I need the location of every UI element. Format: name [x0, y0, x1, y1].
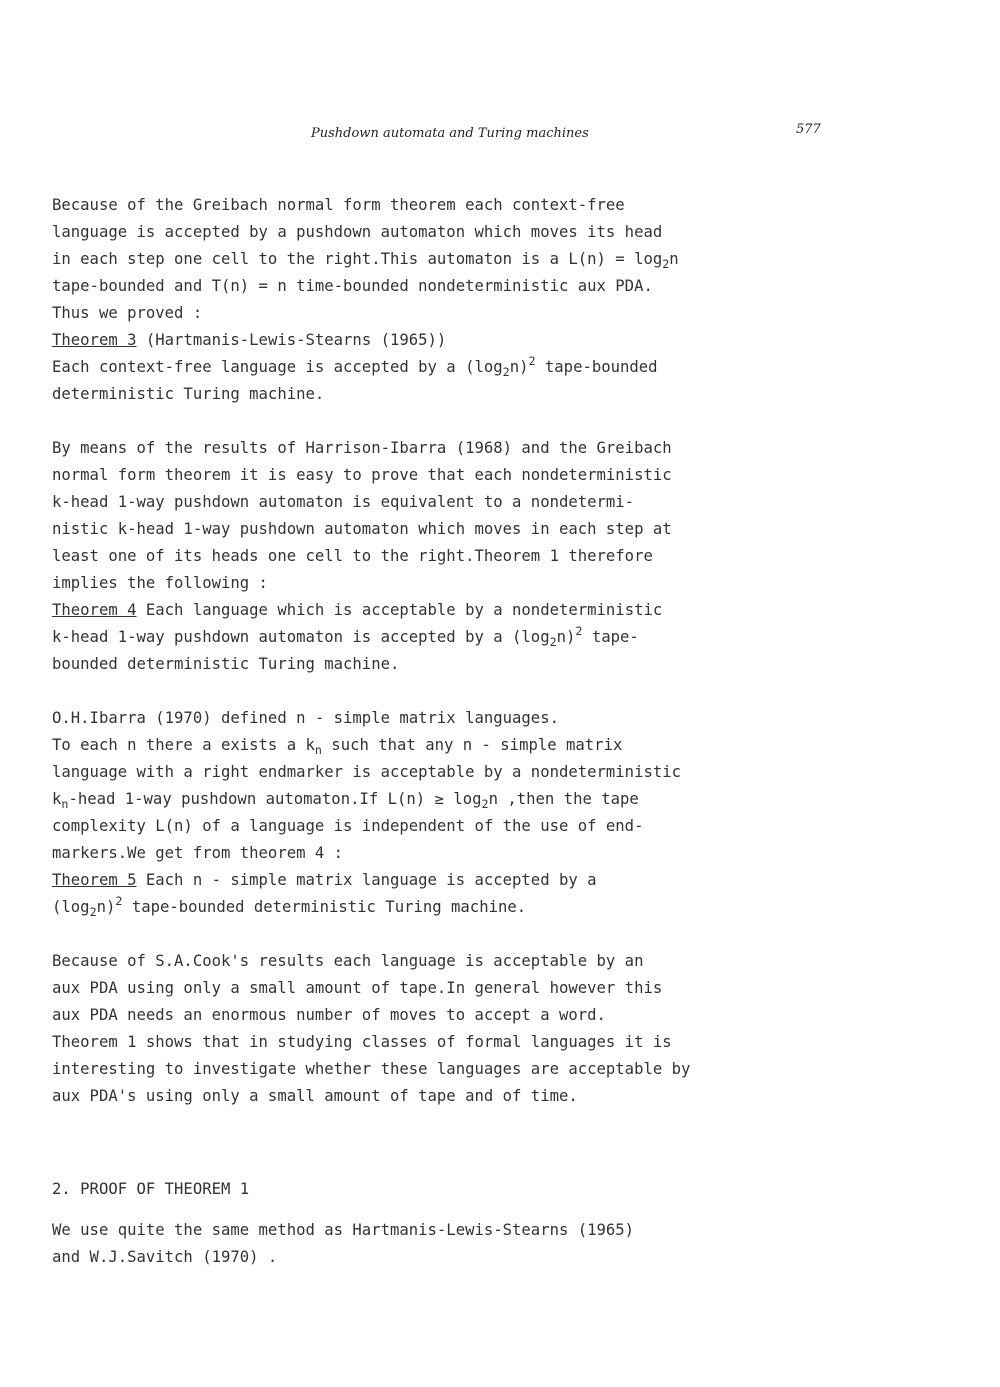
- text-line: complexity L(n) of a language is independent of the use of end-: [52, 817, 644, 835]
- theorem-3-heading: Theorem 3 (Hartmanis-Lewis-Stearns (1965)): [52, 331, 447, 349]
- page-number: 577: [796, 122, 821, 137]
- text-line: deterministic Turing machine.: [52, 385, 325, 403]
- text-line: and W.J.Savitch (1970) .: [52, 1248, 278, 1266]
- text-line: By means of the results of Harrison-Ibarra (1968) and the Greibach: [52, 439, 672, 457]
- text-line: tape-bounded and T(n) = n time-bounded nondeterministic aux PDA.: [52, 277, 653, 295]
- body-text: [52, 192, 832, 1271]
- theorem-4-heading: Theorem 4 Each language which is acceptable by a nondeterministic: [52, 601, 663, 619]
- text-line: language with a right endmarker is acceptable by a nondeterministic: [52, 763, 682, 781]
- theorem-5-label: Theorem 5: [52, 871, 137, 889]
- text-line: nistic k-head 1-way pushdown automaton which moves in each step at: [52, 520, 672, 538]
- text-line: $(\log_2n)^2$ tape-bounded deterministic Turing machine.: [52, 893, 527, 920]
- text-line: k-head 1-way pushdown automaton is accepted by a $(\log_2n)^2$ tape-: [52, 623, 639, 650]
- text-line: To each n there a exists a $k_n$ such that any n - simple matrix: [52, 736, 623, 758]
- text-line: bounded deterministic Turing machine.: [52, 655, 400, 673]
- text-line: aux PDA needs an enormous number of moves to accept a word.: [52, 1006, 606, 1024]
- text-line: Theorem 1 shows that in studying classes of formal languages it is: [52, 1033, 672, 1051]
- text-line: implies the following :: [52, 574, 268, 592]
- theorem-4-label: Theorem 4: [52, 601, 137, 619]
- text-line: markers.We get from theorem 4 :: [52, 844, 344, 862]
- text-line: Thus we proved :: [52, 304, 203, 322]
- text-line: in each step one cell to the right.This automaton is a $L(n) = \log_2n$: [52, 250, 679, 272]
- text-line: We use quite the same method as Hartmanis-Lewis-Stearns (1965): [52, 1221, 635, 1239]
- text-line: aux PDA using only a small amount of tape.In general however this: [52, 979, 663, 997]
- text-line: Because of S.A.Cook's results each language is acceptable by an: [52, 952, 644, 970]
- text-line: $k_n$-head 1-way pushdown automaton.If $L(n) \ge \log_2n$ ,then the tape: [52, 790, 639, 812]
- running-head: Pushdown automata and Turing machines: [311, 126, 589, 141]
- section-heading: 2. PROOF OF THEOREM 1: [52, 1180, 250, 1198]
- text-line: interesting to investigate whether these languages are acceptable by: [52, 1060, 691, 1078]
- text-line: Because of the Greibach normal form theorem each context-free: [52, 196, 625, 214]
- text-line: k-head 1-way pushdown automaton is equivalent to a nondetermi-: [52, 493, 635, 511]
- text-line: O.H.Ibarra (1970) defined n - simple matrix languages.: [52, 709, 559, 727]
- theorem-3-label: Theorem 3: [52, 331, 137, 349]
- text-line: Each context-free language is accepted by a $(\log_2n)^2$ tape-bounded: [52, 353, 658, 380]
- text-line: least one of its heads one cell to the right.Theorem 1 therefore: [52, 547, 653, 565]
- text-line: normal form theorem it is easy to prove that each nondeterministic: [52, 466, 672, 484]
- text-line: language is accepted by a pushdown automaton which moves its head: [52, 223, 663, 241]
- text-line: aux PDA's using only a small amount of tape and of time.: [52, 1087, 578, 1105]
- theorem-5-heading: Theorem 5 Each n - simple matrix language is accepted by a: [52, 871, 597, 889]
